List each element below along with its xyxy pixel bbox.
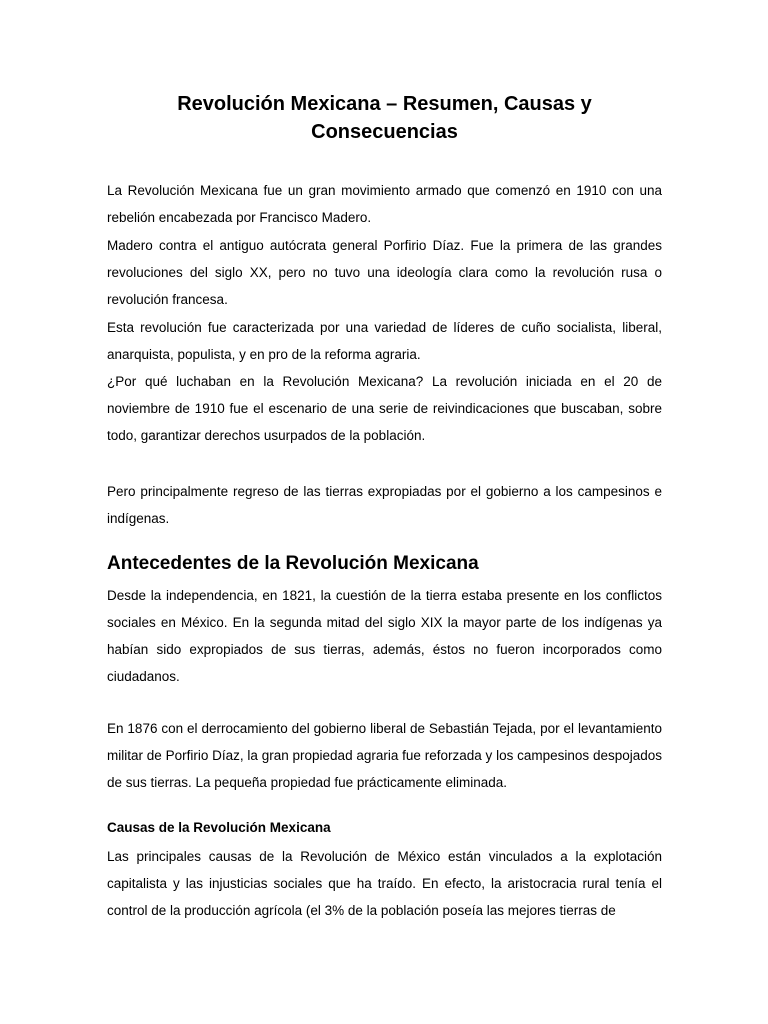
intro-paragraph-4: ¿Por qué luchaban en la Revolución Mexicana? La revolución iniciada en el 20 de noviembre de 1910 fue el escenario de una serie de reivindicaciones que buscaban, sobre todo, garantizar derechos usurpados de la población. — [107, 374, 662, 443]
section-heading-causas: Causas de la Revolución Mexicana — [107, 820, 331, 835]
intro-paragraph-5: Pero principalmente regreso de las tierras expropiadas por el gobierno a los campesinos e indígenas. — [107, 484, 662, 526]
causas-paragraph-1: Las principales causas de la Revolución de México están vinculados a la explotación capitalista y las injusticias sociales que ha traído. En efecto, la aristocracia rural tenía el control de la producción agrícola (el 3% de la población poseía las mejores tierras de — [107, 849, 662, 918]
section-heading-antecedentes: Antecedentes de la Revolución Mexicana — [107, 553, 479, 574]
antecedentes-paragraph-1: Desde la independencia, en 1821, la cuestión de la tierra estaba presente en los conflictos sociales en México. En la segunda mitad del siglo XIX la mayor parte de los indígenas ya habían sido expropiados de sus tierras, además, éstos no fueron incorporados como ciudadanos. — [107, 588, 662, 684]
document-title — [107, 90, 662, 146]
title-line-1: Revolución Mexicana – Resumen, Causas y — [177, 93, 592, 115]
intro-paragraph-3: Esta revolución fue caracterizada por una variedad de líderes de cuño socialista, liberal, anarquista, populista, y en pro de la reforma agraria. — [107, 320, 662, 362]
title-line-2: Consecuencias — [311, 121, 458, 143]
antecedentes-paragraph-2: En 1876 con el derrocamiento del gobierno liberal de Sebastián Tejada, por el levantamiento militar de Porfirio Díaz, la gran propiedad agraria fue reforzada y los campesinos despojados de sus tierras. La pequeña propiedad fue prácticamente eliminada. — [107, 721, 662, 790]
intro-paragraph-1: La Revolución Mexicana fue un gran movimiento armado que comenzó en 1910 con una rebelión encabezada por Francisco Madero. — [107, 183, 662, 225]
intro-paragraph-2: Madero contra el antiguo autócrata general Porfirio Díaz. Fue la primera de las grandes revoluciones del siglo XX, pero no tuvo una ideología clara como la revolución rusa o revolución francesa. — [107, 238, 662, 307]
